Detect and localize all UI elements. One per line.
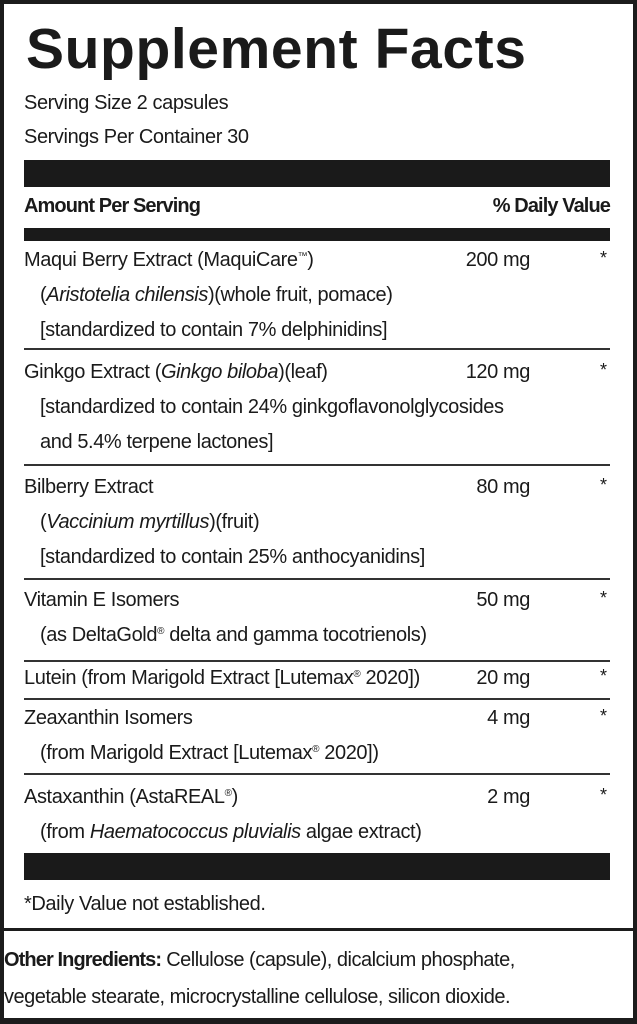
ingredient-name bbox=[24, 666, 420, 690]
botanical-name: Vaccinium myrtillus bbox=[46, 511, 210, 533]
supplement-facts-panel bbox=[4, 4, 633, 928]
ingredient-amount: 4 mg bbox=[487, 707, 530, 729]
ingredient-amount: 80 mg bbox=[476, 476, 530, 498]
botanical-name: Aristotelia chilensis bbox=[46, 284, 208, 306]
text-segment: Ginkgo Extract ( bbox=[24, 361, 161, 383]
ingredient-detail bbox=[40, 820, 421, 844]
text-segment: Zeaxanthin Isomers bbox=[24, 707, 193, 729]
ingredient-name bbox=[24, 706, 192, 730]
ingredient-detail bbox=[40, 545, 425, 569]
text-segment: Maqui Berry Extract (MaquiCare bbox=[24, 249, 298, 271]
row-divider bbox=[24, 348, 610, 350]
row-divider bbox=[24, 464, 610, 466]
text-segment: )(fruit) bbox=[209, 511, 260, 533]
text-segment: ( bbox=[40, 511, 47, 533]
text-segment: Vitamin E Isomers bbox=[24, 589, 180, 611]
trademark-symbol: ® bbox=[312, 744, 320, 755]
ingredient-detail bbox=[40, 510, 259, 534]
ingredient-amount: 120 mg bbox=[465, 361, 530, 383]
daily-value-mark: * bbox=[600, 588, 608, 608]
ingredient-name bbox=[24, 475, 153, 499]
text-segment: [standardized to contain 24% ginkgoflavonolglycosides bbox=[40, 396, 504, 418]
ingredient-name bbox=[24, 588, 179, 612]
footnote: *Daily Value not established. bbox=[24, 893, 266, 915]
text-segment: and 5.4% terpene lactones] bbox=[40, 431, 274, 453]
ingredient-detail bbox=[40, 623, 427, 647]
ingredient-amount: 20 mg bbox=[476, 667, 530, 689]
other-ingredients-line1 bbox=[4, 948, 515, 972]
trademark-symbol: ® bbox=[224, 788, 232, 799]
row-divider bbox=[24, 698, 610, 700]
trademark-symbol: ™ bbox=[297, 251, 308, 262]
text-segment: [standardized to contain 7% delphinidins] bbox=[40, 319, 388, 341]
ingredient-detail bbox=[40, 395, 504, 419]
daily-value-header: % Daily Value bbox=[492, 195, 610, 217]
text-segment: (from bbox=[40, 821, 90, 843]
text-segment: (as DeltaGold bbox=[40, 624, 158, 646]
ingredient-amount: 2 mg bbox=[487, 786, 530, 808]
thick-divider bbox=[24, 160, 610, 187]
ingredient-detail bbox=[40, 430, 273, 454]
daily-value-mark: * bbox=[600, 666, 608, 686]
other-ingredients-text: Cellulose (capsule), dicalcium phosphate, bbox=[161, 949, 515, 971]
text-segment: ) bbox=[307, 249, 314, 271]
other-ingredients-label: Other Ingredients: bbox=[4, 949, 162, 971]
text-segment: (from Marigold Extract [Lutemax bbox=[40, 742, 313, 764]
daily-value-mark: * bbox=[600, 248, 608, 268]
text-segment: Bilberry Extract bbox=[24, 476, 154, 498]
other-ingredients-line2: vegetable stearate, microcrystalline cellulose, silicon dioxide. bbox=[4, 986, 511, 1008]
text-segment: ( bbox=[40, 284, 47, 306]
daily-value-mark: * bbox=[600, 360, 608, 380]
ingredient-amount: 200 mg bbox=[465, 249, 530, 271]
text-segment: )(leaf) bbox=[278, 361, 328, 383]
trademark-symbol: ® bbox=[157, 626, 165, 637]
ingredient-name bbox=[24, 785, 238, 809]
botanical-name: Haematococcus pluvialis bbox=[89, 821, 301, 843]
amount-per-serving-header: Amount Per Serving bbox=[24, 195, 201, 217]
ingredient-name bbox=[24, 248, 314, 272]
serving-size: Serving Size 2 capsules bbox=[24, 92, 229, 114]
text-segment: [standardized to contain 25% anthocyanidins] bbox=[40, 546, 425, 568]
row-divider bbox=[24, 578, 610, 580]
text-segment: delta and gamma tocotrienols) bbox=[164, 624, 427, 646]
thick-divider bbox=[24, 228, 610, 241]
text-segment: Astaxanthin (AstaREAL bbox=[24, 786, 225, 808]
ingredient-detail bbox=[40, 283, 393, 307]
panel-title: Supplement Facts bbox=[26, 17, 527, 81]
other-ingredients-panel bbox=[4, 931, 633, 1018]
botanical-name: Ginkgo biloba bbox=[160, 361, 279, 383]
trademark-symbol: ® bbox=[353, 669, 361, 680]
text-segment: 2020]) bbox=[360, 667, 420, 689]
text-segment: Lutein (from Marigold Extract [Lutemax bbox=[24, 667, 354, 689]
ingredient-amount: 50 mg bbox=[476, 589, 530, 611]
ingredient-name bbox=[24, 360, 328, 384]
daily-value-mark: * bbox=[600, 706, 608, 726]
row-divider bbox=[24, 773, 610, 775]
text-segment: )(whole fruit, pomace) bbox=[207, 284, 393, 306]
ingredient-detail bbox=[40, 741, 379, 765]
servings-per-container: Servings Per Container 30 bbox=[24, 126, 249, 148]
text-segment: algae extract) bbox=[300, 821, 422, 843]
row-divider bbox=[24, 660, 610, 662]
ingredient-detail bbox=[40, 318, 387, 342]
text-segment: ) bbox=[231, 786, 238, 808]
daily-value-mark: * bbox=[600, 785, 608, 805]
thick-divider bbox=[24, 853, 610, 880]
text-segment: 2020]) bbox=[319, 742, 379, 764]
daily-value-mark: * bbox=[600, 475, 608, 495]
